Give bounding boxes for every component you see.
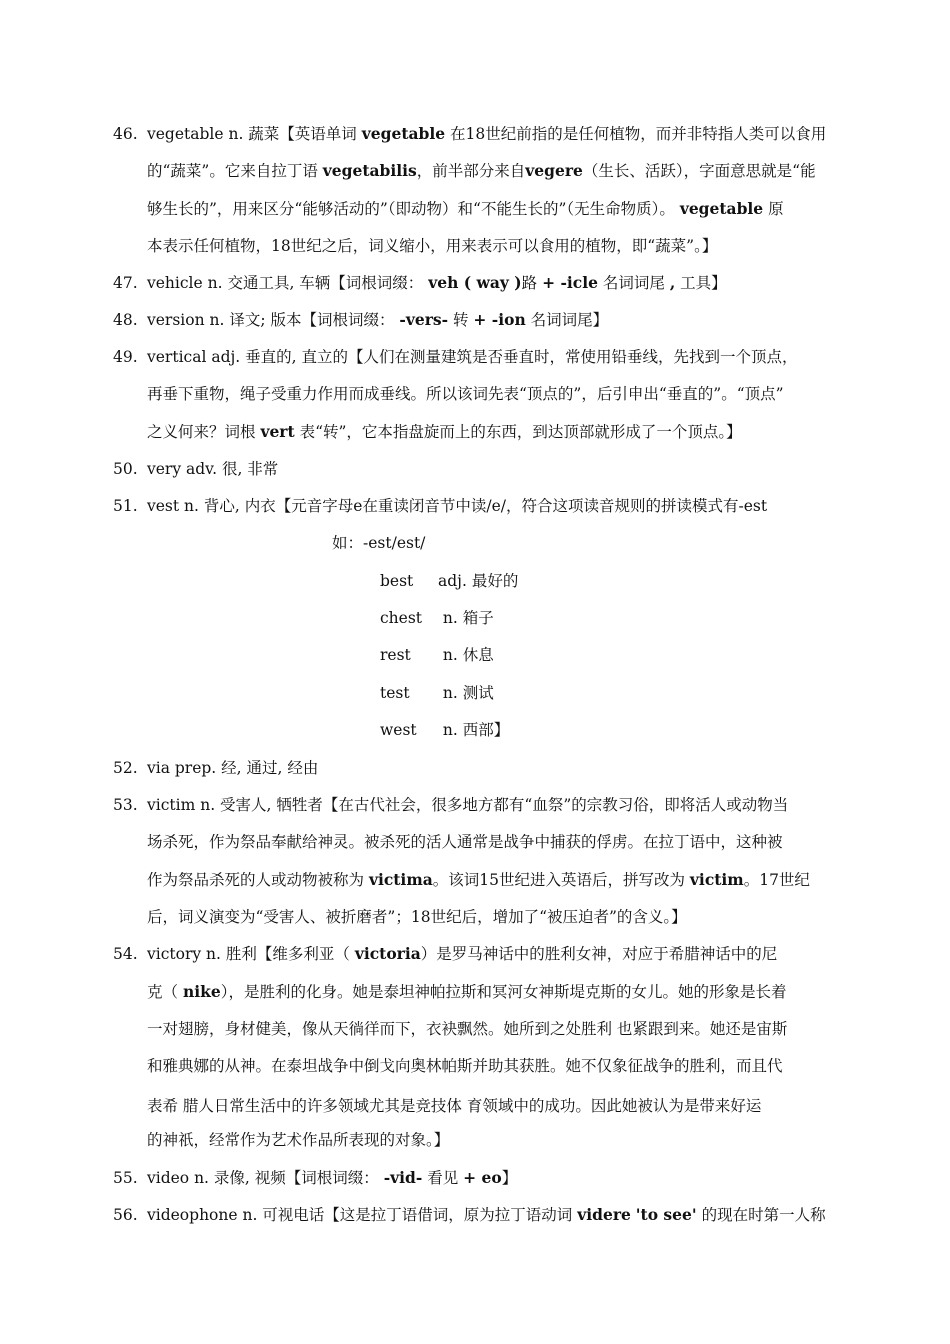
- entry-line: [147, 496, 767, 516]
- example-row: [380, 571, 518, 591]
- text-segment: 本表示任何植物，18世纪之后，词义缩小，用来表示可以食用的植物，即“蔬菜”。】: [147, 237, 718, 255]
- entry-line: [147, 1096, 761, 1116]
- text-segment: 的现在时第一人称: [696, 1206, 826, 1224]
- entry-line: [147, 1130, 449, 1150]
- text-segment: 】: [501, 1169, 518, 1187]
- text-segment: 后，词义演变为“受害人、被折磨者”；18世纪后，增加了“被压迫者”的含义。】: [147, 908, 687, 926]
- bold-term: videre: [577, 1205, 631, 1224]
- example-row: [380, 608, 494, 628]
- entry-line: [147, 1019, 787, 1039]
- text-segment: vegetable n. 蔬菜【英语单词: [147, 125, 362, 143]
- bold-term: ,: [669, 273, 676, 292]
- entry-line: [147, 236, 717, 256]
- entry-line: [147, 1168, 517, 1188]
- text-segment: version n. 译文; 版本【词根词缀：: [147, 311, 400, 329]
- text-segment: 在18世纪前指的是任何植物，而并非特指人类可以食用: [445, 125, 827, 143]
- entry-number: 46.: [113, 125, 138, 143]
- entry-line: [147, 124, 826, 144]
- entry-number: 52.: [113, 759, 138, 777]
- text-segment: very adv. 很, 非常: [147, 460, 279, 478]
- text-segment: 表希 腊人日常生活中的许多领域尤其是竞技体 育领域中的成功。因此她被认为是带来好运: [147, 1097, 762, 1115]
- entry-number: 54.: [113, 945, 138, 963]
- text-segment: （生长、活跃），字面意思就是“能: [582, 162, 816, 180]
- text-segment: 和雅典娜的从神。在泰坦战争中倒戈向奥林帕斯并助其获胜。她不仅象征战争的胜利，而且代: [147, 1057, 783, 1075]
- bold-term: vegetable: [679, 199, 764, 218]
- entry-line: [147, 161, 816, 181]
- entry-line: [147, 795, 788, 815]
- text-segment: 场杀死，作为祭品奉献给神灵。被杀死的活人通常是战争中捕获的俘虏。在拉丁语中，这种被: [147, 833, 783, 851]
- entry-line: [147, 310, 608, 330]
- example-intro: 如：-est/est/: [332, 534, 426, 552]
- example-meaning: n. 休息: [438, 646, 494, 664]
- entry-line: [147, 422, 742, 442]
- bold-term: 'to see': [635, 1205, 697, 1224]
- example-row: [380, 645, 494, 665]
- text-segment: vertical adj. 垂直的, 直立的【人们在测量建筑是否垂直时，常使用铅垂线，先找到一个顶点，: [147, 348, 798, 366]
- example-word: best: [380, 572, 414, 590]
- text-segment: 作为祭品杀死的人或动物被称为: [147, 871, 369, 889]
- entry-line: [147, 907, 687, 927]
- example-meaning: n. 测试: [438, 684, 494, 702]
- text-segment: ）是罗马神话中的胜利女神，对应于希腊神话中的尼: [420, 945, 778, 963]
- bold-term: -vid-: [383, 1168, 423, 1187]
- entry-number: 47.: [113, 274, 138, 292]
- text-segment: 。17世纪: [743, 871, 810, 889]
- text-segment: ，前半部分来自: [416, 162, 526, 180]
- bold-term: vegere: [525, 161, 583, 180]
- bold-term: vert: [260, 422, 295, 441]
- bold-term: veh ( way ): [428, 273, 522, 292]
- bold-term: vegetable: [361, 124, 446, 143]
- text-segment: video n. 录像, 视频【词根词缀：: [147, 1169, 384, 1187]
- example-meaning: n. 西部】: [438, 721, 510, 739]
- text-segment: 一对翅膀，身材健美，像从天徜徉而下，衣袂飘然。她所到之处胜利 也紧跟到来。她还是宙斯: [147, 1020, 788, 1038]
- text-segment: videophone n. 可视电话【这是拉丁语借词，原为拉丁语动词: [147, 1206, 578, 1224]
- entry-line: [147, 384, 784, 404]
- text-segment: victim n. 受害人, 牺牲者【在古代社会，很多地方都有“血祭”的宗教习俗，即将活人或动物当: [147, 796, 789, 814]
- entry-number: 55.: [113, 1169, 138, 1187]
- text-segment: 名词词尾: [597, 274, 670, 292]
- example-word: test: [380, 684, 410, 702]
- text-segment: 原: [763, 200, 784, 218]
- text-segment: 再垂下重物，绳子受重力作用而成垂线。所以该词先表“顶点的”，后引申出“垂直的”。“顶点”: [147, 385, 784, 403]
- text-segment: 的神祇，经常作为艺术作品所表现的对象。】: [147, 1131, 450, 1149]
- entry-line: [147, 459, 278, 479]
- entry-number: 56.: [113, 1206, 138, 1224]
- entry-number: 51.: [113, 497, 138, 515]
- bold-term: vegetabilis: [322, 161, 417, 180]
- entry-line: [147, 199, 784, 219]
- entry-line: [147, 758, 318, 778]
- entry-line: [147, 832, 783, 852]
- entry-line: [147, 1205, 826, 1225]
- text-segment: vest n. 背心, 内衣【元音字母e在重读闭音节中读/e/，符合这项读音规则的拼读模式有-est: [147, 497, 768, 515]
- entry-number: 49.: [113, 348, 138, 366]
- entry-number: 50.: [113, 460, 138, 478]
- bold-term: -vers-: [399, 310, 449, 329]
- entry-line: [147, 944, 777, 964]
- text-segment: ），是胜利的化身。她是泰坦神帕拉斯和冥河女神斯堤克斯的女儿。她的形象是长着: [220, 983, 787, 1001]
- text-segment: 的“蔬菜”。它来自拉丁语: [147, 162, 323, 180]
- bold-term: victima: [368, 870, 433, 889]
- text-segment: vehicle n. 交通工具, 车辆【词根词缀：: [147, 274, 429, 292]
- example-word: west: [380, 721, 417, 739]
- example-meaning: n. 箱子: [438, 609, 494, 627]
- bold-term: + eo: [463, 1168, 502, 1187]
- text-segment: victory n. 胜利【维多利亚（: [147, 945, 355, 963]
- entry-line: [147, 1056, 783, 1076]
- entry-line: [147, 982, 786, 1002]
- example-row: [380, 720, 509, 740]
- entry-line: [147, 870, 810, 890]
- entry-line: [147, 273, 727, 293]
- text-segment: 看见: [422, 1169, 464, 1187]
- example-word: chest: [380, 609, 423, 627]
- bold-term: victim: [689, 870, 744, 889]
- text-segment: 名词词尾】: [525, 311, 609, 329]
- text-segment: 工具】: [675, 274, 727, 292]
- text-segment: 克（: [147, 983, 183, 1001]
- example-row: [380, 683, 494, 703]
- entry-line: [147, 347, 798, 367]
- text-segment: 表“转”，它本指盘旋而上的东西，到达顶部就形成了一个顶点。】: [294, 423, 742, 441]
- example-word: rest: [380, 646, 411, 664]
- bold-term: nike: [182, 982, 221, 1001]
- text-segment: 转: [448, 311, 474, 329]
- text-segment: 。该词15世纪进入英语后，拼写改为: [432, 871, 690, 889]
- text-segment: via prep. 经, 通过, 经由: [147, 759, 319, 777]
- entry-number: 53.: [113, 796, 138, 814]
- bold-term: + -icle: [542, 273, 598, 292]
- text-segment: 路: [521, 274, 543, 292]
- bold-term: + -ion: [473, 310, 526, 329]
- text-segment: 之义何来？词根: [147, 423, 261, 441]
- text-segment: 够生长的”，用来区分“能够活动的”（即动物）和“不能生长的”（无生命物质）。: [147, 200, 680, 218]
- entry-number: 48.: [113, 311, 138, 329]
- bold-term: victoria: [354, 944, 421, 963]
- example-meaning: adj. 最好的: [438, 572, 519, 590]
